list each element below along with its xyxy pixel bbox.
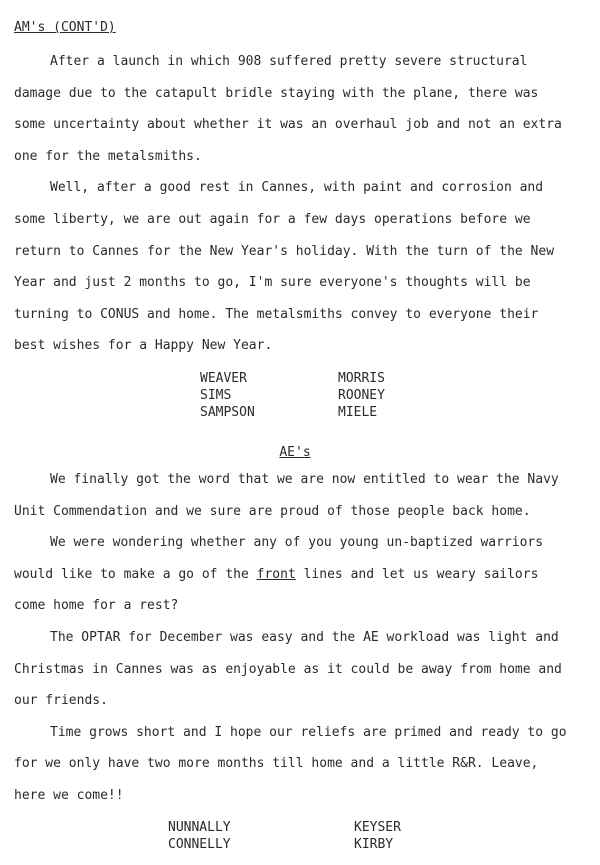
- signature-name: SAMPSON: [200, 404, 255, 420]
- signature-name: MIELE: [338, 404, 378, 420]
- ae-paragraph-2-start: We were wondering whether any of you young un-baptized warriors would like to make a go of the: [14, 535, 544, 582]
- ae-paragraph-2: [14, 527, 576, 622]
- signature-name: MORRIS: [338, 370, 385, 386]
- signature-name: KEYSER: [354, 820, 401, 836]
- ae-section-heading: AE's: [279, 444, 311, 460]
- ae-paragraph-4: Time grows short and I hope our reliefs are primed and ready to go for we only have two more months till home and a little R&R. Leave, here we come!!: [14, 724, 567, 803]
- ae-signature-names: [168, 819, 576, 853]
- signature-name: NUNNALLY: [168, 820, 231, 836]
- ae-paragraph-2-end: lines and let us weary sailors come home for a rest?: [14, 566, 539, 614]
- am-section-heading: AM's (CONT'D): [14, 20, 116, 35]
- signature-name: WEAVER: [200, 370, 247, 386]
- ae-paragraph-1: We finally got the word that we are now entitled to wear the Navy Unit Commendation and we sure are proud of those people back home.: [14, 471, 559, 519]
- ae-section-heading-row: [14, 445, 576, 460]
- signature-name: ROONEY: [338, 387, 385, 403]
- am-paragraph-2: Well, after a good rest in Cannes, with paint and corrosion and some liberty, we are out again for a few days operations before we return to Cannes for the New Year's holiday. With the turn of the New Year and just 2 months to go, I'm sure everyone's thoughts will be turning to CONUS and home. The metalsmiths convey to everyone their best wishes for a Happy New Year.: [14, 180, 555, 354]
- underlined-word-front: front: [256, 566, 296, 582]
- signature-name: CONNELLY: [168, 837, 231, 853]
- ae-paragraph-3: The OPTAR for December was easy and the AE workload was light and Christmas in Cannes was as enjoyable as it could be away from home and our friends.: [14, 629, 562, 709]
- signature-name: SIMS: [200, 387, 232, 403]
- am-signature-names: [200, 370, 576, 421]
- am-paragraph-1: After a launch in which 908 suffered pretty severe structural damage due to the catapult bridle staying with the plane, there was some uncertainty about whether it was an overhaul job and not an extra one for the metalsmiths.: [14, 54, 562, 164]
- signature-name: KIRBY: [354, 837, 394, 853]
